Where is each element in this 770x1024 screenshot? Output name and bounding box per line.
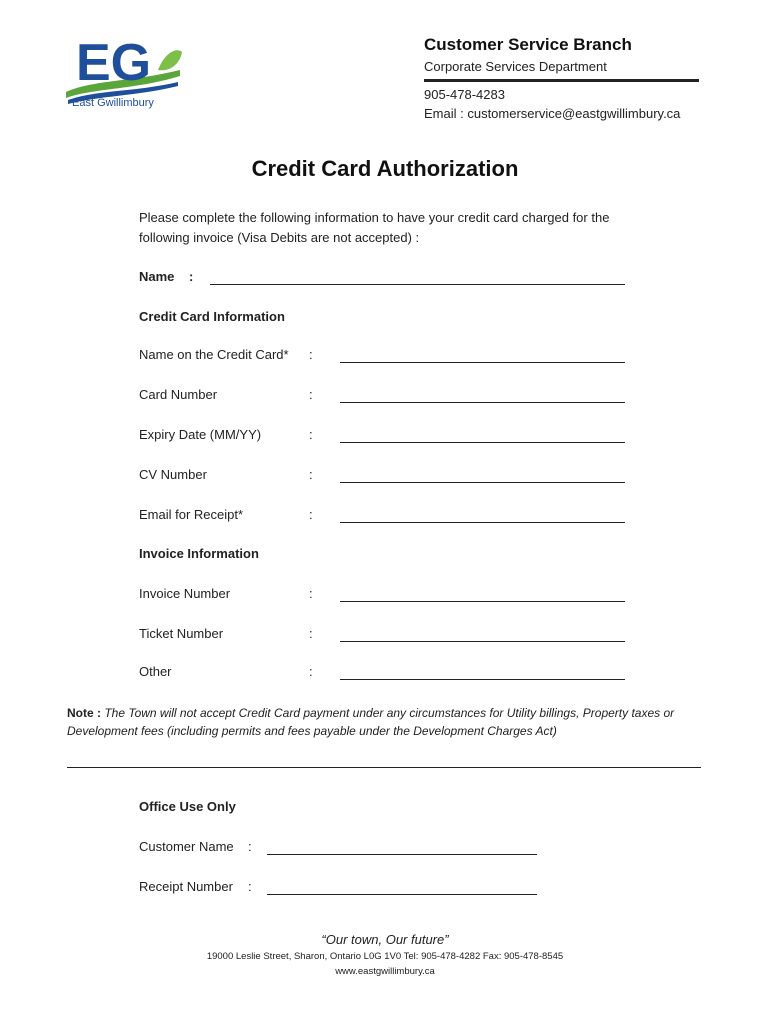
- logo-name: East Gwillimbury: [72, 97, 154, 109]
- field-label-email-receipt: Email for Receipt*: [139, 507, 244, 522]
- other-field[interactable]: [340, 679, 625, 680]
- field-label-name-on-card: Name on the Credit Card*: [139, 347, 289, 362]
- payment-note: [67, 704, 717, 740]
- field-colon: :: [309, 507, 313, 522]
- field-label-expiry-date: Expiry Date (MM/YY): [139, 427, 262, 442]
- field-colon: :: [309, 387, 313, 402]
- footer-address: 19000 Leslie Street, Sharon, Ontario L0G 1V0 Tel: 905-478-4282 Fax: 905-478-8545: [206, 951, 564, 962]
- card-number-field[interactable]: [340, 402, 625, 403]
- name-label: Name: [139, 269, 175, 284]
- town-slogan: “Our town, Our future”: [321, 932, 449, 947]
- credit-card-section-heading: Credit Card Information: [139, 309, 285, 324]
- intro-text: Please complete the following information to have your credit card charged for the following invoice (Visa Debits are not accepted) :: [139, 210, 610, 245]
- field-label-ticket-number: Ticket Number: [139, 626, 224, 641]
- field-colon: :: [309, 467, 313, 482]
- section-divider: [67, 767, 701, 768]
- field-colon: :: [309, 427, 313, 442]
- note-label: Note :: [67, 706, 101, 720]
- name-field[interactable]: [210, 284, 625, 285]
- field-colon: :: [248, 879, 252, 894]
- invoice-number-field[interactable]: [340, 601, 625, 602]
- field-colon: :: [309, 664, 313, 679]
- branch-title: Customer Service Branch: [424, 35, 632, 54]
- phone-number: 905-478-4283: [424, 87, 505, 102]
- note-text: The Town will not accept Credit Card payment under any circumstances for Utility billings, Property taxes or Development fees (including permits and fees payable under the Development Charges Act): [67, 706, 675, 738]
- field-label-other: Other: [139, 664, 172, 679]
- logo-letters: EG: [76, 34, 152, 92]
- name-on-card-field[interactable]: [340, 362, 625, 363]
- field-label-card-number: Card Number: [139, 387, 218, 402]
- field-colon: :: [309, 626, 313, 641]
- customer-name-field[interactable]: [267, 854, 537, 855]
- field-label-invoice-number: Invoice Number: [139, 586, 231, 601]
- field-label-cv-number: CV Number: [139, 467, 207, 482]
- department-name: Corporate Services Department: [424, 59, 607, 74]
- expiry-date-field[interactable]: [340, 442, 625, 443]
- email-address: Email : customerservice@eastgwillimbury.ca: [424, 106, 681, 121]
- name-colon: :: [189, 269, 194, 284]
- email-receipt-field[interactable]: [340, 522, 625, 523]
- page-title: Credit Card Authorization: [251, 156, 519, 181]
- field-colon: :: [309, 586, 313, 601]
- cv-number-field[interactable]: [340, 482, 625, 483]
- ticket-number-field[interactable]: [340, 641, 625, 642]
- invoice-section-heading: Invoice Information: [139, 546, 259, 561]
- receipt-number-field[interactable]: [267, 894, 537, 895]
- field-colon: :: [309, 347, 313, 362]
- field-label-receipt-number: Receipt Number: [139, 879, 233, 894]
- field-colon: :: [248, 839, 252, 854]
- header-rule: [424, 79, 699, 82]
- field-label-customer-name: Customer Name: [139, 839, 234, 854]
- footer-website: www.eastgwillimbury.ca: [335, 966, 435, 977]
- office-use-heading: Office Use Only: [139, 799, 236, 814]
